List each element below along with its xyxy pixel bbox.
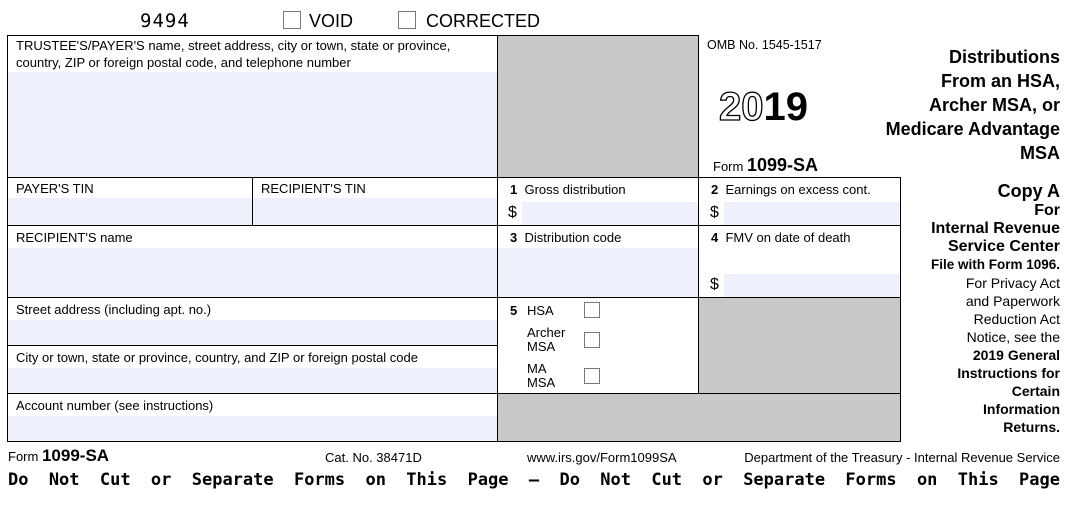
account-field[interactable] [8,416,497,441]
form-prefix: Form [713,159,744,174]
box1-field[interactable] [522,202,698,225]
tax-year-bold: 19 [763,85,808,129]
corrected-checkbox[interactable] [398,11,416,29]
box2-label [711,182,871,197]
recipient-name-label: RECIPIENT'S name [16,230,133,245]
void-checkbox[interactable] [283,11,301,29]
footer-form-name: 1099-SA [41,446,110,465]
box4-label [711,230,851,245]
footer-form-id [8,446,109,467]
payer-label-2: country, ZIP or foreign postal code, and telephone number [16,55,351,70]
omb-number: OMB No. 1545-1517 [707,38,822,52]
copy-a-irs-2: Service Center [947,238,1060,255]
copy-a-privacy-3: Reduction Act [973,311,1060,327]
box5-ma-label-1: MA [527,361,547,376]
box1-currency: $ [508,204,517,221]
box5-ma-label-2: MSA [527,375,556,390]
box2-num: 2 [711,182,719,197]
box1-label [510,182,626,197]
recipient-name-field[interactable] [8,248,497,297]
copy-a-privacy-4: Notice, see the [966,329,1060,345]
hsa-checkbox[interactable] [584,302,600,318]
street-label: Street address (including apt. no.) [16,302,212,317]
title-line-5: MSA [1020,143,1060,163]
copy-a-block [890,180,1060,436]
payer-tin-label: PAYER'S TIN [16,181,94,196]
recipient-tin-label: RECIPIENT'S TIN [261,181,366,196]
city-field[interactable] [8,368,497,393]
copy-a-privacy-1: For Privacy Act [965,275,1060,291]
box4-num: 4 [711,230,719,245]
box2-text: Earnings on excess cont. [725,182,871,197]
shaded-area-bottom [498,394,900,441]
box3-label [510,230,621,245]
box2-field[interactable] [724,202,900,225]
box4-currency: $ [710,276,719,293]
copy-a-bold-4: Information [983,401,1060,417]
title-line-1: Distributions [949,47,1060,67]
box3-text: Distribution code [524,230,622,245]
box5-archer-label-1: Archer [527,325,566,340]
footer-url: www.irs.gov/Form1099SA [527,450,677,465]
copy-a-irs-1: Internal Revenue [931,220,1060,237]
footer-form-prefix: Form [8,449,39,464]
title-line-2: From an HSA, [940,71,1060,91]
recipient-tin-field[interactable] [253,198,497,225]
archer-msa-checkbox[interactable] [584,332,600,348]
copy-a-bold-5: Returns. [1003,419,1060,435]
box2-currency: $ [710,204,719,221]
box1-text: Gross distribution [524,182,626,197]
corrected-label: CORRECTED [426,11,541,31]
street-field[interactable] [8,320,497,345]
box5-archer-label-2: MSA [527,339,556,354]
tax-year-outline: 20 [719,85,764,129]
box5-hsa-label: HSA [527,303,554,318]
copy-a-file: File with Form 1096. [930,257,1060,272]
footer-warning: Do Not Cut or Separate Forms on This Page — Do Not Cut or Separate Forms on This Page [8,470,1060,490]
footer-cat-no: Cat. No. 38471D [325,450,422,465]
form-name: 1099-SA [746,155,819,175]
shaded-area-top [498,36,698,177]
copy-a-bold-1: 2019 General [972,347,1060,363]
form-id-top [713,155,818,177]
title-line-4: Medicare Advantage [885,119,1060,139]
city-label: City or town, state or province, country, and ZIP or foreign postal code [16,350,418,365]
tax-year [719,86,808,128]
payer-label-1: TRUSTEE'S/PAYER'S name, street address, city or town, state or province, [16,38,451,53]
form-title [886,45,1060,165]
box1-num: 1 [510,182,518,197]
box4-field[interactable] [724,274,900,297]
payer-tin-field[interactable] [8,198,252,225]
copy-a-privacy-2: and Paperwork [965,293,1060,309]
box3-field[interactable] [498,248,698,297]
copy-a-bold-2: Instructions for [957,365,1060,381]
payer-field[interactable] [8,72,497,177]
title-line-3: Archer MSA, or [928,95,1060,115]
void-label: VOID [309,11,354,31]
shaded-area-mid [699,298,900,393]
footer-dept: Department of the Treasury - Internal Revenue Service [744,450,1060,465]
ma-msa-checkbox[interactable] [584,368,600,384]
account-label: Account number (see instructions) [16,398,214,413]
box3-num: 3 [510,230,518,245]
box5-num: 5 [510,303,518,318]
copy-a-title: Copy A [997,181,1060,201]
copy-a-for: For [1034,202,1060,219]
copy-a-bold-3: Certain [1011,383,1060,399]
form-code: 9494 [140,10,190,32]
box4-text: FMV on date of death [725,230,851,245]
